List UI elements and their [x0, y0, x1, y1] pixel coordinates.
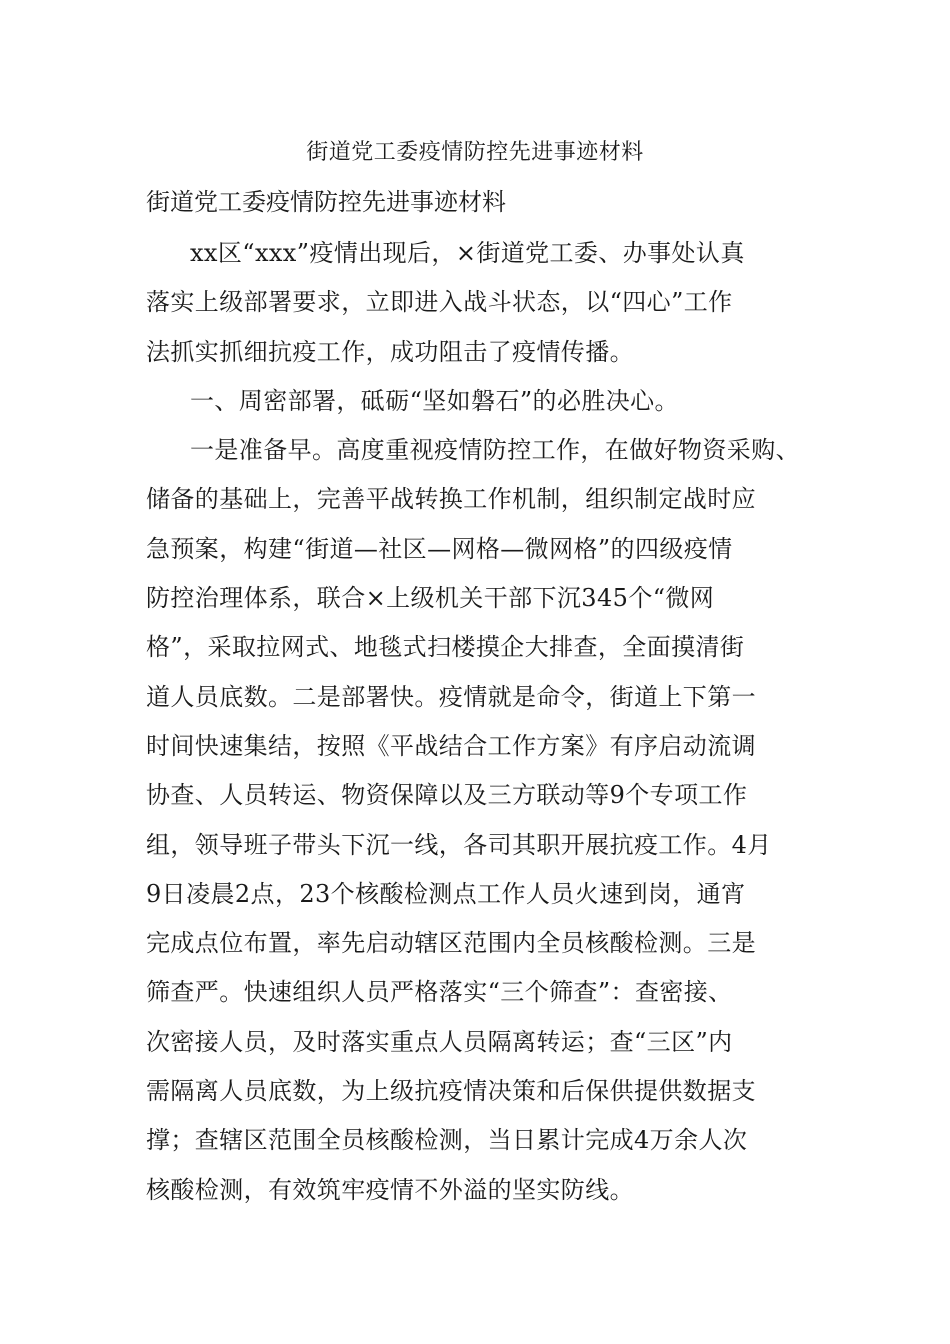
paragraph-line: 储备的基础上，完善平战转换工作机制，组织制定战时应 — [146, 485, 756, 514]
paragraph-line: 协查、人员转运、物资保障以及三方联动等9个专项工作 — [146, 781, 748, 810]
section-heading: 一、周密部署，砥砺“坚如磐石”的必胜决心。 — [190, 386, 679, 415]
paragraph-line: 急预案，构建“街道—社区—网格—微网格”的四级疫情 — [146, 534, 733, 563]
paragraph-line: 组，领导班子带头下沉一线，各司其职开展抗疫工作。4月 — [146, 830, 772, 859]
document-body — [146, 229, 826, 1215]
paragraph-line: 法抓实抓细抗疫工作，成功阻击了疫情传播。 — [146, 337, 634, 366]
paragraph-line: 防控治理体系，联合×上级机关干部下沉345个“微网 — [146, 584, 715, 613]
paragraph-line: 格”，采取拉网式、地毯式扫楼摸企大排查，全面摸清街 — [146, 633, 745, 662]
paragraph-line: 次密接人员，及时落实重点人员隔离转运；查“三区”内 — [146, 1027, 733, 1056]
paragraph-line: 需隔离人员底数，为上级抗疫情决策和后保供提供数据支 — [146, 1077, 756, 1106]
paragraph-line: 道人员底数。二是部署快。疫情就是命令，街道上下第一 — [146, 682, 756, 711]
paragraph-line: 核酸检测，有效筑牢疫情不外溢的坚实防线。 — [146, 1175, 634, 1204]
paragraph-line: 落实上级部署要求，立即进入战斗状态，以“四心”工作 — [146, 288, 733, 317]
paragraph-line: 9日凌晨2点，23个核酸检测点工作人员火速到岗，通宵 — [146, 879, 746, 908]
paragraph-line: 时间快速集结，按照《平战结合工作方案》有序启动流调 — [146, 731, 756, 760]
document-title: 街道党工委疫情防控先进事迹材料 — [306, 140, 644, 165]
paragraph-line: 完成点位布置，率先启动辖区范围内全员核酸检测。三是 — [146, 929, 756, 958]
paragraph-line: 筛查严。快速组织人员严格落实“三个筛查”：查密接、 — [146, 978, 733, 1007]
paragraph-line: 撑；查辖区范围全员核酸检测，当日累计完成4万余人次 — [146, 1126, 748, 1155]
paragraph-line: 一是准备早。高度重视疫情防控工作，在做好物资采购、 — [190, 436, 800, 465]
document-subtitle: 街道党工委疫情防控先进事迹材料 — [146, 188, 506, 216]
paragraph-line: xx区“xxx”疫情出现后，×街道党工委、办事处认真 — [190, 239, 745, 267]
